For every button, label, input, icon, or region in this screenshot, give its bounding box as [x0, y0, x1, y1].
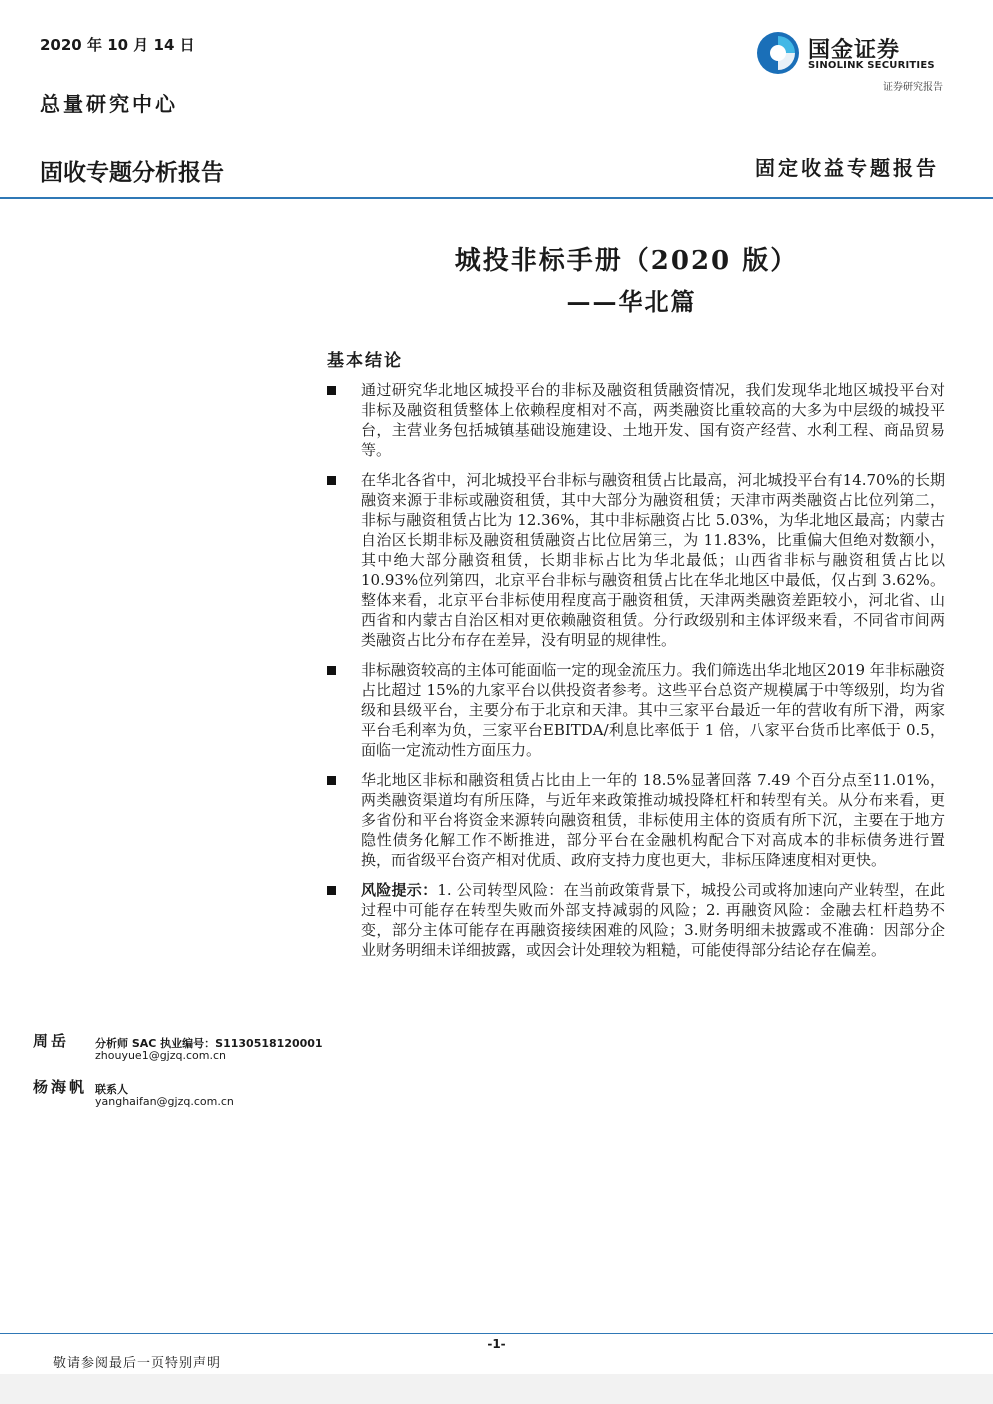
footer-band	[0, 1374, 993, 1404]
bullet-square-icon	[327, 666, 336, 675]
footer-disclaimer: 敬请参阅最后一页特别声明	[53, 1356, 222, 1371]
list-item	[327, 880, 945, 960]
author-email[interactable]: yanghaifan@gjzq.com.cn	[95, 1095, 234, 1108]
list-item	[327, 770, 945, 870]
author-role: 联系人	[95, 1083, 128, 1096]
author-name: 周岳	[33, 1032, 70, 1050]
logo-name-en: SINOLINK SECURITIES	[808, 60, 935, 71]
company-logo	[755, 30, 945, 76]
list-item	[327, 470, 945, 650]
bullet-square-icon	[327, 386, 336, 395]
bullet-square-icon	[327, 776, 336, 785]
bullet-square-icon	[327, 886, 336, 895]
bullet-square-icon	[327, 476, 336, 485]
bullet-text: 1. 公司转型风险：在当前政策背景下，城投公司或将加速向产业转型，在此过程中可能存在转型失败而外部支持减弱的风险；2. 再融资风险：金融去杠杆趋势不变，部分主体可能存在再融资接续困难的风险；3.财务明细未披露或不准确：因部分企业财务明细未详细披露，或因会计处理较为粗糙，可能使得部分结论存在偏差。	[361, 881, 945, 959]
footer-divider	[0, 1333, 993, 1334]
report-type-title: 固收专题分析报告	[40, 160, 224, 186]
logo-name-cn: 国金证券	[808, 38, 901, 63]
report-category-label: 固定收益专题报告	[755, 156, 939, 180]
report-subtitle: ——华北篇	[566, 287, 697, 316]
logo-subtitle: 证券研究报告	[883, 82, 943, 93]
author-email[interactable]: zhouyue1@gjzq.com.cn	[95, 1049, 226, 1062]
bullet-text: 通过研究华北地区城投平台的非标及融资租赁融资情况，我们发现华北地区城投平台对非标及融资租赁整体上依赖程度相对不高，两类融资比重较高的大多为中层级的城投平台，主营业务包括城镇基础设施建设、土地开发、国有资产经营、水利工程、商品贸易等。	[361, 381, 945, 459]
page-number: -1-	[487, 1337, 506, 1351]
sinolink-logo-icon	[755, 30, 801, 76]
author-name: 杨海帆	[33, 1078, 88, 1096]
section-heading: 基本结论	[327, 351, 403, 371]
report-date: 2020 年 10 月 14 日	[40, 36, 195, 54]
list-item	[327, 660, 945, 760]
research-center-name: 总量研究中心	[40, 92, 178, 116]
author-role: 分析师 SAC 执业编号：S1130518120001	[95, 1037, 323, 1050]
conclusion-list	[327, 380, 945, 970]
report-title: 城投非标手册（2020 版）	[454, 246, 799, 276]
bullet-text: 华北地区非标和融资租赁占比由上一年的 18.5%显著回落 7.49 个百分点至11.01%，两类融资渠道均有所压降，与近年来政策推动城投降杠杆和转型有关。从分布来看，更多省份和平台将资金来源转向融资租赁，非标使用主体的资质有所下沉，主要在于地方隐性债务化解工作不断推进，部分平台在金融机构配合下对高成本的非标债务进行置换，而省级平台资产相对优质、政府支持力度也更大，非标压降速度相对更快。	[361, 771, 945, 869]
list-item	[327, 380, 945, 460]
bullet-text: 在华北各省中，河北城投平台非标与融资租赁占比最高，河北城投平台有14.70%的长期融资来源于非标或融资租赁，其中大部分为融资租赁；天津市两类融资占比位列第二，非标与融资租赁占比为 12.36%，其中非标融资占比 5.03%，为华北地区最高；内蒙古自治区长期非标及融资租赁融资占比位居第三，为 11.83%，比重偏大但绝对数额小，其中绝大部分融资租赁，长期非标占比为华北最低；山西省非标与融资租赁占比以 10.93%位列第四，北京平台非标与融资租赁占比在华北地区中最低，仅占到 3.62%。整体来看，北京平台非标使用程度高于融资租赁，天津两类融资差距较小，河北省、山西省和内蒙古自治区相对更依赖融资租赁。分行政级别和主体评级来看，不同省市间两类融资占比分布存在差异，没有明显的规律性。	[361, 471, 945, 649]
header-divider	[0, 197, 993, 199]
risk-warning-label: 风险提示：	[361, 881, 438, 899]
bullet-text: 非标融资较高的主体可能面临一定的现金流压力。我们筛选出华北地区2019 年非标融资占比超过 15%的九家平台以供投资者参考。这些平台总资产规模属于中等级别，均为省级和县级平台，主要分布于北京和天津。其中三家平台最近一年的营收有所下滑，两家平台毛利率为负，三家平台EBITDA/利息比率低于 1 倍，八家平台货币比率低于 0.5，面临一定流动性方面压力。	[361, 661, 945, 759]
